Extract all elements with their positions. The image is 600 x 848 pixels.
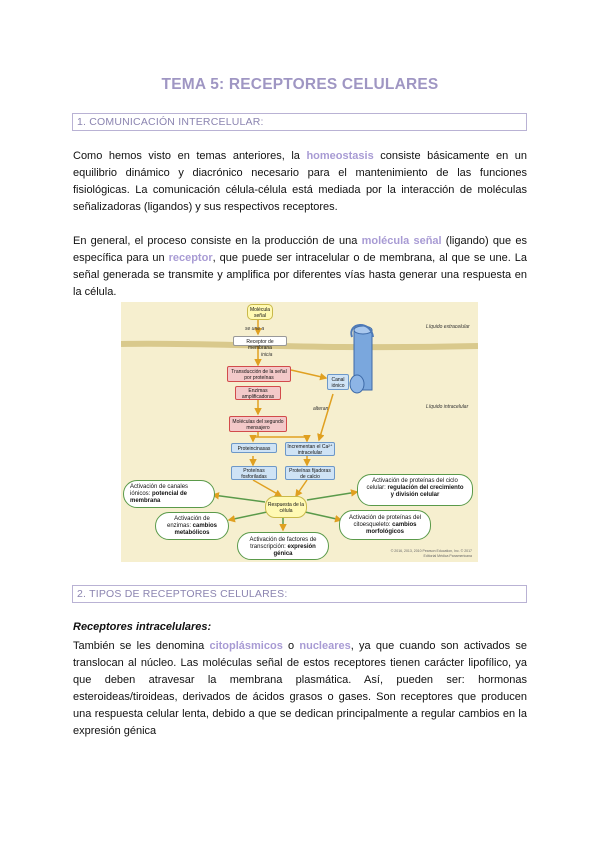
- outcome-enzymes-text: Activación de enzimas:: [166, 516, 210, 529]
- outcome-ion-channels-bold: potencial de membrana: [130, 491, 188, 504]
- outcome-cell-cycle-bold: regulación del crecimiento y división celular: [387, 485, 464, 498]
- cell-response-node: Respuesta de la célula: [265, 496, 307, 518]
- highlight-homeostasis: homeostasis: [306, 150, 374, 162]
- alters-label: alteran: [313, 406, 329, 412]
- amplifier-enzymes-node: Enzimas amplificadoras: [235, 386, 281, 400]
- outcome-cytoskeleton: [339, 510, 431, 540]
- highlight-nuclear: nucleares: [299, 640, 351, 652]
- signal-molecule-node: Molécula señal: [247, 304, 273, 320]
- paragraph-intracellular: [73, 638, 527, 740]
- section-heading-1: 1. COMUNICACIÓN INTERCELULAR:: [72, 113, 527, 131]
- outcome-transcription-text: Activación de factores de transcripción:: [249, 537, 317, 550]
- paragraph-process: [73, 233, 527, 301]
- image-credit: © 2016, 2013, 2010 Pearson Education, Inc. © 2017 Editorial Médica Panamericana: [390, 549, 472, 558]
- p2-text-1: En general, el proceso consiste en la producción de una: [73, 235, 362, 247]
- highlight-signal-molecule: molécula señal: [361, 235, 442, 247]
- outcome-transcription: [237, 532, 329, 560]
- outcome-cytoskeleton-text: Activación de proteínas del citoesqueleto:: [348, 515, 422, 528]
- ion-channel-node: Canal iónico: [327, 374, 349, 390]
- paragraph-homeostasis: [73, 148, 527, 216]
- p1-text-2: consiste básicamente en un equilibrio dinámico y diacrónico necesario para el mantenimiento de las funciones fisiológicas. La comunicación célula-célula está mediada por la interacción de moléculas señalizadoras (ligandos) y sus respectivos receptores.: [73, 150, 528, 213]
- second-messenger-node: Moléculas del segundo mensajero: [229, 416, 287, 432]
- p3-text-3: , ya que cuando son activados se translocan al núcleo. Las moléculas señal de estos receptores tienen carácter lipofílico, ya que deben atravesar la membrana plasmática. Así, pueden ser: hormonas esteroideas/tiroideas, derivados de ácidos grasos o gases. Son receptores que producen una respuesta celular lenta, debido a que se dedican principalmente a regular cambios en la expresión génica: [73, 640, 528, 737]
- section-heading-2: 2. TIPOS DE RECEPTORES CELULARES:: [72, 585, 527, 603]
- highlight-receptor: receptor: [168, 252, 213, 264]
- calcium-increase-node: Incrementan el Ca²⁺ intracelular: [285, 442, 335, 456]
- starts-label: inicia: [261, 352, 273, 358]
- p1-text-1: Como hemos visto en temas anteriores, la: [73, 150, 307, 162]
- p2-text-3: , que puede ser intracelular o de membrana, al que se une. La señal generada se transmite y amplifica por diferentes vías hasta generar una respuesta en la célula.: [73, 252, 528, 298]
- membrane-receptor-node: Receptor de membrana: [233, 336, 287, 346]
- outcome-transcription-bold: expresión génica: [273, 544, 316, 557]
- outcome-cell-cycle-text: Activación de proteínas del ciclo celular:: [366, 478, 458, 491]
- phosphorylated-proteins-node: Proteínas fosforiladas: [231, 466, 277, 480]
- subheading-intracellular: Receptores intracelulares:: [73, 621, 212, 633]
- extracellular-label: Líquido extracelular: [426, 324, 470, 330]
- signal-transduction-diagram: [121, 302, 478, 562]
- page-title: TEMA 5: RECEPTORES CELULARES: [161, 76, 439, 93]
- outcome-ion-channels-text: Activación de canales iónicos:: [130, 484, 189, 497]
- calcium-binding-node: Proteínas fijadoras de calcio: [285, 466, 335, 480]
- outcome-enzymes-bold: cambios metabólicos: [174, 523, 218, 536]
- outcome-cytoskeleton-bold: cambios morfológicos: [365, 522, 417, 535]
- p3-text-1: También se les denomina: [73, 640, 210, 652]
- outcome-cell-cycle: [357, 474, 473, 506]
- binds-label: se une a: [245, 326, 265, 332]
- signal-transduction-node: Transducción de la señal por proteínas: [227, 366, 291, 382]
- intracellular-label: Líquido intracelular: [426, 404, 469, 410]
- outcome-enzymes: [155, 512, 229, 540]
- highlight-cytoplasmic: citoplásmicos: [209, 640, 283, 652]
- protein-kinases-node: Proteincinasas: [231, 443, 277, 453]
- outcome-ion-channels: [123, 480, 215, 508]
- p3-text-2: o: [282, 640, 300, 652]
- p2-text-2: (ligando) que es específica para un: [73, 235, 527, 264]
